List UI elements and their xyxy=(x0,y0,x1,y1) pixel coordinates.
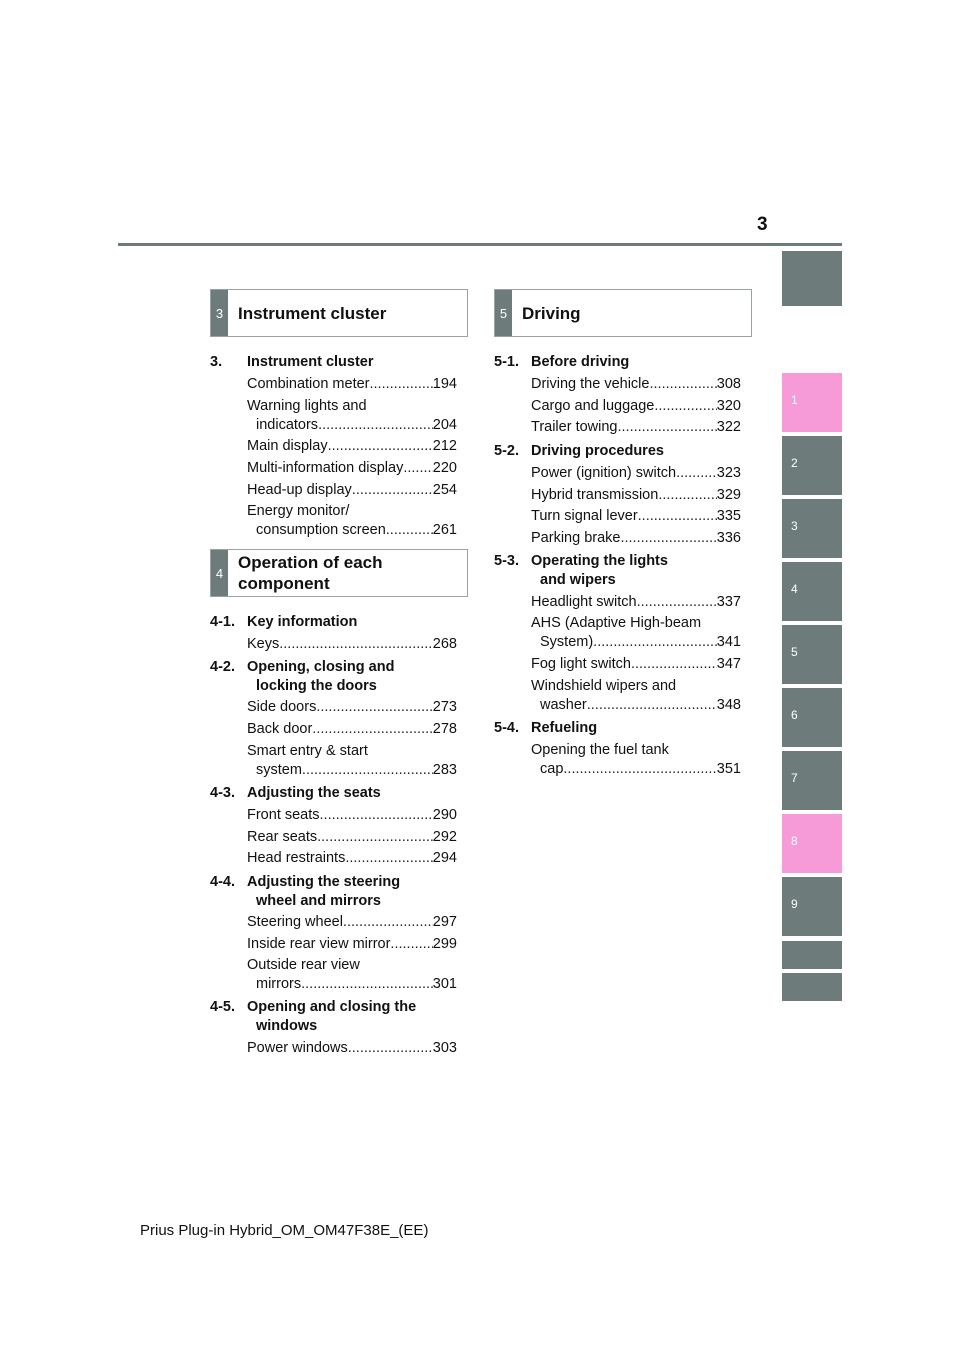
section-title: Driving xyxy=(522,303,581,323)
chapter-tab[interactable] xyxy=(782,941,842,969)
header-rule xyxy=(118,243,842,246)
toc-entry[interactable]: Main display ..... 212 xyxy=(247,438,457,454)
toc-entry[interactable]: Turn signal lever ..... 335 xyxy=(531,508,741,524)
chapter-tab[interactable] xyxy=(782,973,842,1001)
section-title-line: Operation of each xyxy=(238,553,383,572)
toc-entry[interactable]: Power windows ..... 303 xyxy=(247,1040,457,1056)
toc-entry[interactable]: Front seats ..... 290 xyxy=(247,807,457,823)
toc-entry[interactable]: Outside rear view xyxy=(247,957,360,973)
section-3-header xyxy=(210,289,468,337)
toc-entry[interactable]: cap ..... 351 xyxy=(540,761,741,777)
toc-entry[interactable]: Trailer towing ..... 322 xyxy=(531,419,741,435)
toc-entry[interactable]: Hybrid transmission ..... 329 xyxy=(531,487,741,503)
section-title xyxy=(238,550,383,596)
chapter-tab-7[interactable]: 7 xyxy=(782,751,842,810)
toc-entry[interactable]: Head restraints ..... 294 xyxy=(247,850,457,866)
section-title-line: component xyxy=(238,574,330,593)
section-number: 4 xyxy=(211,550,228,596)
toc-entry[interactable]: Cargo and luggage ..... 320 xyxy=(531,398,741,414)
chapter-tab-9[interactable]: 9 xyxy=(782,877,842,936)
toc-entry[interactable]: Combination meter ..... 194 xyxy=(247,376,457,392)
toc-entry[interactable]: washer ..... 348 xyxy=(540,697,741,713)
toc-entry[interactable]: Keys ..... 268 xyxy=(247,636,457,652)
toc-entry[interactable]: Inside rear view mirror ..... 299 xyxy=(247,936,457,952)
chapter-tab-3[interactable]: 3 xyxy=(782,499,842,558)
toc-entry[interactable]: Headlight switch ..... 337 xyxy=(531,594,741,610)
page-number: 3 xyxy=(757,214,768,235)
toc-entry[interactable]: consumption screen ..... 261 xyxy=(256,522,457,538)
chapter-tab[interactable] xyxy=(782,251,842,306)
section-4-header xyxy=(210,549,468,597)
chapter-tab-5[interactable]: 5 xyxy=(782,625,842,684)
section-number: 3 xyxy=(211,290,228,336)
toc-entry[interactable]: Opening the fuel tank xyxy=(531,742,669,758)
toc-entry[interactable]: Multi-information display ..... 220 xyxy=(247,460,457,476)
document-footer: Prius Plug-in Hybrid_OM_OM47F38E_(EE) xyxy=(140,1222,429,1239)
section-5-header xyxy=(494,289,752,337)
toc-entry[interactable]: indicators ..... 204 xyxy=(256,417,457,433)
toc-entry[interactable]: Power (ignition) switch ..... 323 xyxy=(531,465,741,481)
toc-entry[interactable]: system ..... 283 xyxy=(256,762,457,778)
toc-entry[interactable]: AHS (Adaptive High-beam xyxy=(531,615,702,631)
toc-entry[interactable]: mirrors ..... 301 xyxy=(256,976,457,992)
toc-entry[interactable]: Fog light switch ..... 347 xyxy=(531,656,741,672)
chapter-tab-6[interactable]: 6 xyxy=(782,688,842,747)
toc-entry[interactable]: Back door ..... 278 xyxy=(247,721,457,737)
section-number: 5 xyxy=(495,290,512,336)
chapter-tab-1[interactable]: 1 xyxy=(782,373,842,432)
toc-entry[interactable]: Smart entry & start xyxy=(247,743,368,759)
toc-entry[interactable]: Steering wheel ..... 297 xyxy=(247,914,457,930)
chapter-tab-4[interactable]: 4 xyxy=(782,562,842,621)
toc-entry[interactable]: Windshield wipers and xyxy=(531,678,677,694)
toc-entry[interactable]: System) ..... 341 xyxy=(540,634,741,650)
section-title: Instrument cluster xyxy=(238,303,387,323)
toc-entry[interactable]: Parking brake ..... 336 xyxy=(531,530,741,546)
chapter-tab-2[interactable]: 2 xyxy=(782,436,842,495)
toc-entry[interactable]: Warning lights and xyxy=(247,398,367,414)
chapter-tab-8[interactable]: 8 xyxy=(782,814,842,873)
toc-entry[interactable]: Head-up display ..... 254 xyxy=(247,482,457,498)
toc-entry[interactable]: Side doors ..... 273 xyxy=(247,699,457,715)
toc-entry[interactable]: Rear seats ..... 292 xyxy=(247,829,457,845)
toc-entry[interactable]: Energy monitor/ xyxy=(247,503,350,519)
toc-entry[interactable]: Driving the vehicle ..... 308 xyxy=(531,376,741,392)
